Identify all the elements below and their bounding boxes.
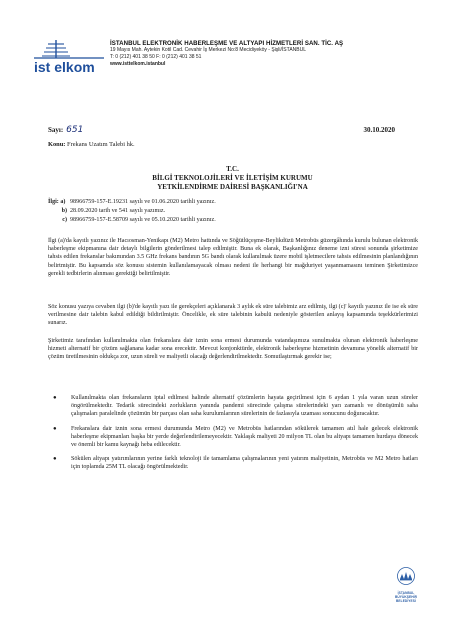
company-website: www.isttelkom.istanbul bbox=[110, 61, 166, 67]
recipient-line-2: BİLGİ TEKNOLOJİLERİ VE İLETİŞİM KURUMU bbox=[152, 173, 313, 182]
bullet-dot-icon: ● bbox=[53, 456, 57, 463]
bullet-list bbox=[48, 394, 418, 478]
ibb-name-line-2: BÜYÜKŞEHİR bbox=[394, 595, 418, 599]
konu-label: Konu: bbox=[48, 141, 66, 148]
company-address: 19 Mayıs Mah. Aytekin Kotil Cad. Cevahir İş Merkezi No:8 Mecidiyeköy - Şişli/İSTANBUL bbox=[110, 47, 306, 53]
reference-text: 28.09.2020 tarih ve 541 sayılı yazımız. bbox=[70, 208, 166, 214]
list-item bbox=[48, 425, 418, 450]
reference-text: 98966759-157-E.19231 sayılı ve 01.06.2020 tarihli yazınız. bbox=[70, 199, 216, 205]
ibb-emblem bbox=[386, 566, 426, 603]
subject-line bbox=[48, 141, 135, 148]
paragraph-2: Söz konusu yazıya cevaben ilgi (b)'de kayıtlı yazı ile gerekçeleri açıklanarak 3 aylık ek süre talebimiz arz edilmiş, ilgi (c)' kayıtlı yazınız ile ise ek süre verilmesine dair talebin kabul edildiği bildirilmiştir. Öncelikle, ek süre talebinin kabulü nedeniyle gösterilen anlayış kapsamında teşekkürlerimizi sunarız. bbox=[48, 304, 418, 327]
recipient-line-3: YETKİLENDİRME DAİRESİ BAŞKANLIĞI'NA bbox=[157, 182, 308, 191]
list-item bbox=[48, 455, 418, 471]
company-phone: T: 0 (212) 401 38 50 F: 0 (212) 401 38 51 bbox=[110, 54, 202, 60]
reference-item bbox=[48, 198, 216, 207]
company-name: İSTANBUL ELEKTRONİK HABERLEŞME VE ALTYAPI HİZMETLERİ SAN. TİC. AŞ bbox=[110, 40, 344, 47]
document-date: 30.10.2020 bbox=[363, 126, 395, 134]
bullet-text: Sökülen altyapı yatırımlarının yerine farklı teknoloji ile tamamlama çalışmalarının yeni yatırım maliyetinin, Metrobüs ve M2 Metro hatları için toplamda 25M TL olacağı öngörülmektedir. bbox=[71, 456, 418, 471]
logo-wordmark: ist elkom bbox=[34, 59, 95, 75]
recipient-line-1: T.C. bbox=[226, 165, 239, 173]
recipient-block bbox=[0, 165, 465, 191]
reference-item bbox=[48, 207, 216, 216]
reference-item bbox=[48, 216, 216, 225]
reference-lead: c) bbox=[62, 217, 67, 223]
bullet-dot-icon: ● bbox=[53, 395, 57, 401]
bullet-dot-icon: ● bbox=[53, 425, 57, 432]
reference-text: 98966759-157-E.58709 sayılı ve 05.10.2020 tarihli yazınız. bbox=[70, 217, 216, 223]
bullet-text: Frekanslara dair iznin sona ermesi durumunda Metro (M2) ve Metrobüs hatlarından sökülerek tamamen atıl hale gelecek elektronik haberleşme ekipmanları başka bir yerde değerlendirilemeyecektir. Yaklaşık maliyeti 20 milyon TL olan bu altyapı tamamen hurdaya dönecek ve önemli bir kamu kaynağı heba edilecektir. bbox=[71, 425, 418, 449]
ibb-logo-icon bbox=[396, 566, 416, 586]
isttelkom-logo bbox=[32, 38, 107, 76]
company-info bbox=[110, 40, 440, 68]
reference-lead: b) bbox=[61, 208, 67, 214]
sayi-label: Sayı: bbox=[48, 126, 64, 134]
sayi-value: 651 bbox=[66, 125, 84, 135]
konu-value: Frekans Uzatım Talebi hk. bbox=[67, 141, 135, 148]
bullet-text: Kullanılmakta olan frekansların iptal edilmesi halinde alternatif çözümlerin hayata geçirilmesi için 6 aydan 1 yıla varan uzun süreler öngörülmektedir. Tedarik sürecindeki zorlukların yanında pandemi sürecinde çalışma sürelerindeki yarı zamanlı ve dönüşümlü saha çalışmaları paralelinde çözümün bir parçası olan saha kurulumlarının sürelerinin de fazlasıyla uzaması sonucunu doğuracaktır. bbox=[71, 395, 418, 418]
reference-lead: İlgi: a) bbox=[48, 199, 66, 205]
document-number bbox=[48, 125, 83, 135]
paragraph-3: Şirketimiz tarafından kullanılmakta olan frekanslara dair iznin sona ermesi durumunda vatandaşımıza sunulmakta olunan elektronik haberleşme hizmeti alternatif bir çözüm sağlanana kadar sona erecektir. Mevcut konjonktürde, elektronik haberleşme hizmetinin devamına yönelik alternatif bir çözüm üretilmesinin oldukça zor, uzun süreli ve maliyetli olacağı değerlendirilmektedir. Somutlaştırmak gerekir ise; bbox=[48, 338, 418, 361]
list-item bbox=[48, 394, 418, 419]
ibb-name-line-1: İSTANBUL bbox=[397, 591, 415, 595]
references-list bbox=[48, 198, 216, 225]
ibb-name-line-3: BELEDİYESİ bbox=[396, 599, 416, 603]
paragraph-1: İlgi (a)'da kayıtlı yazınız ile Hacıosman-Yenikapı (M2) Metro hattında ve Söğütlüçeşme-Beylikdüzü Metrobüs güzergâhında kurulu bulunan elektronik haberleşme ekipmanına dair detaylı bilgilerin gönderilmesi talep edilmiştir. Buna ek olarak, Başkanlığınız deneme izni süresi sonunda şirketimize tahsis edilen frekanslar bakımından 3.5 GHz frekans bandının 5G bandı olarak kullanılmak üzere mobil işletmecilere tahsis edilmesinin planlandığının belirtmiştir. Bu kapsamda söz konusu sistemin kullanılamayacak olması nedeni ile herhangi bir mağduriyet yaşanmamasını teminen Şirketimizce gerekli tedbirlerin alınması gerektiği belirtilmiştir. bbox=[48, 238, 418, 277]
